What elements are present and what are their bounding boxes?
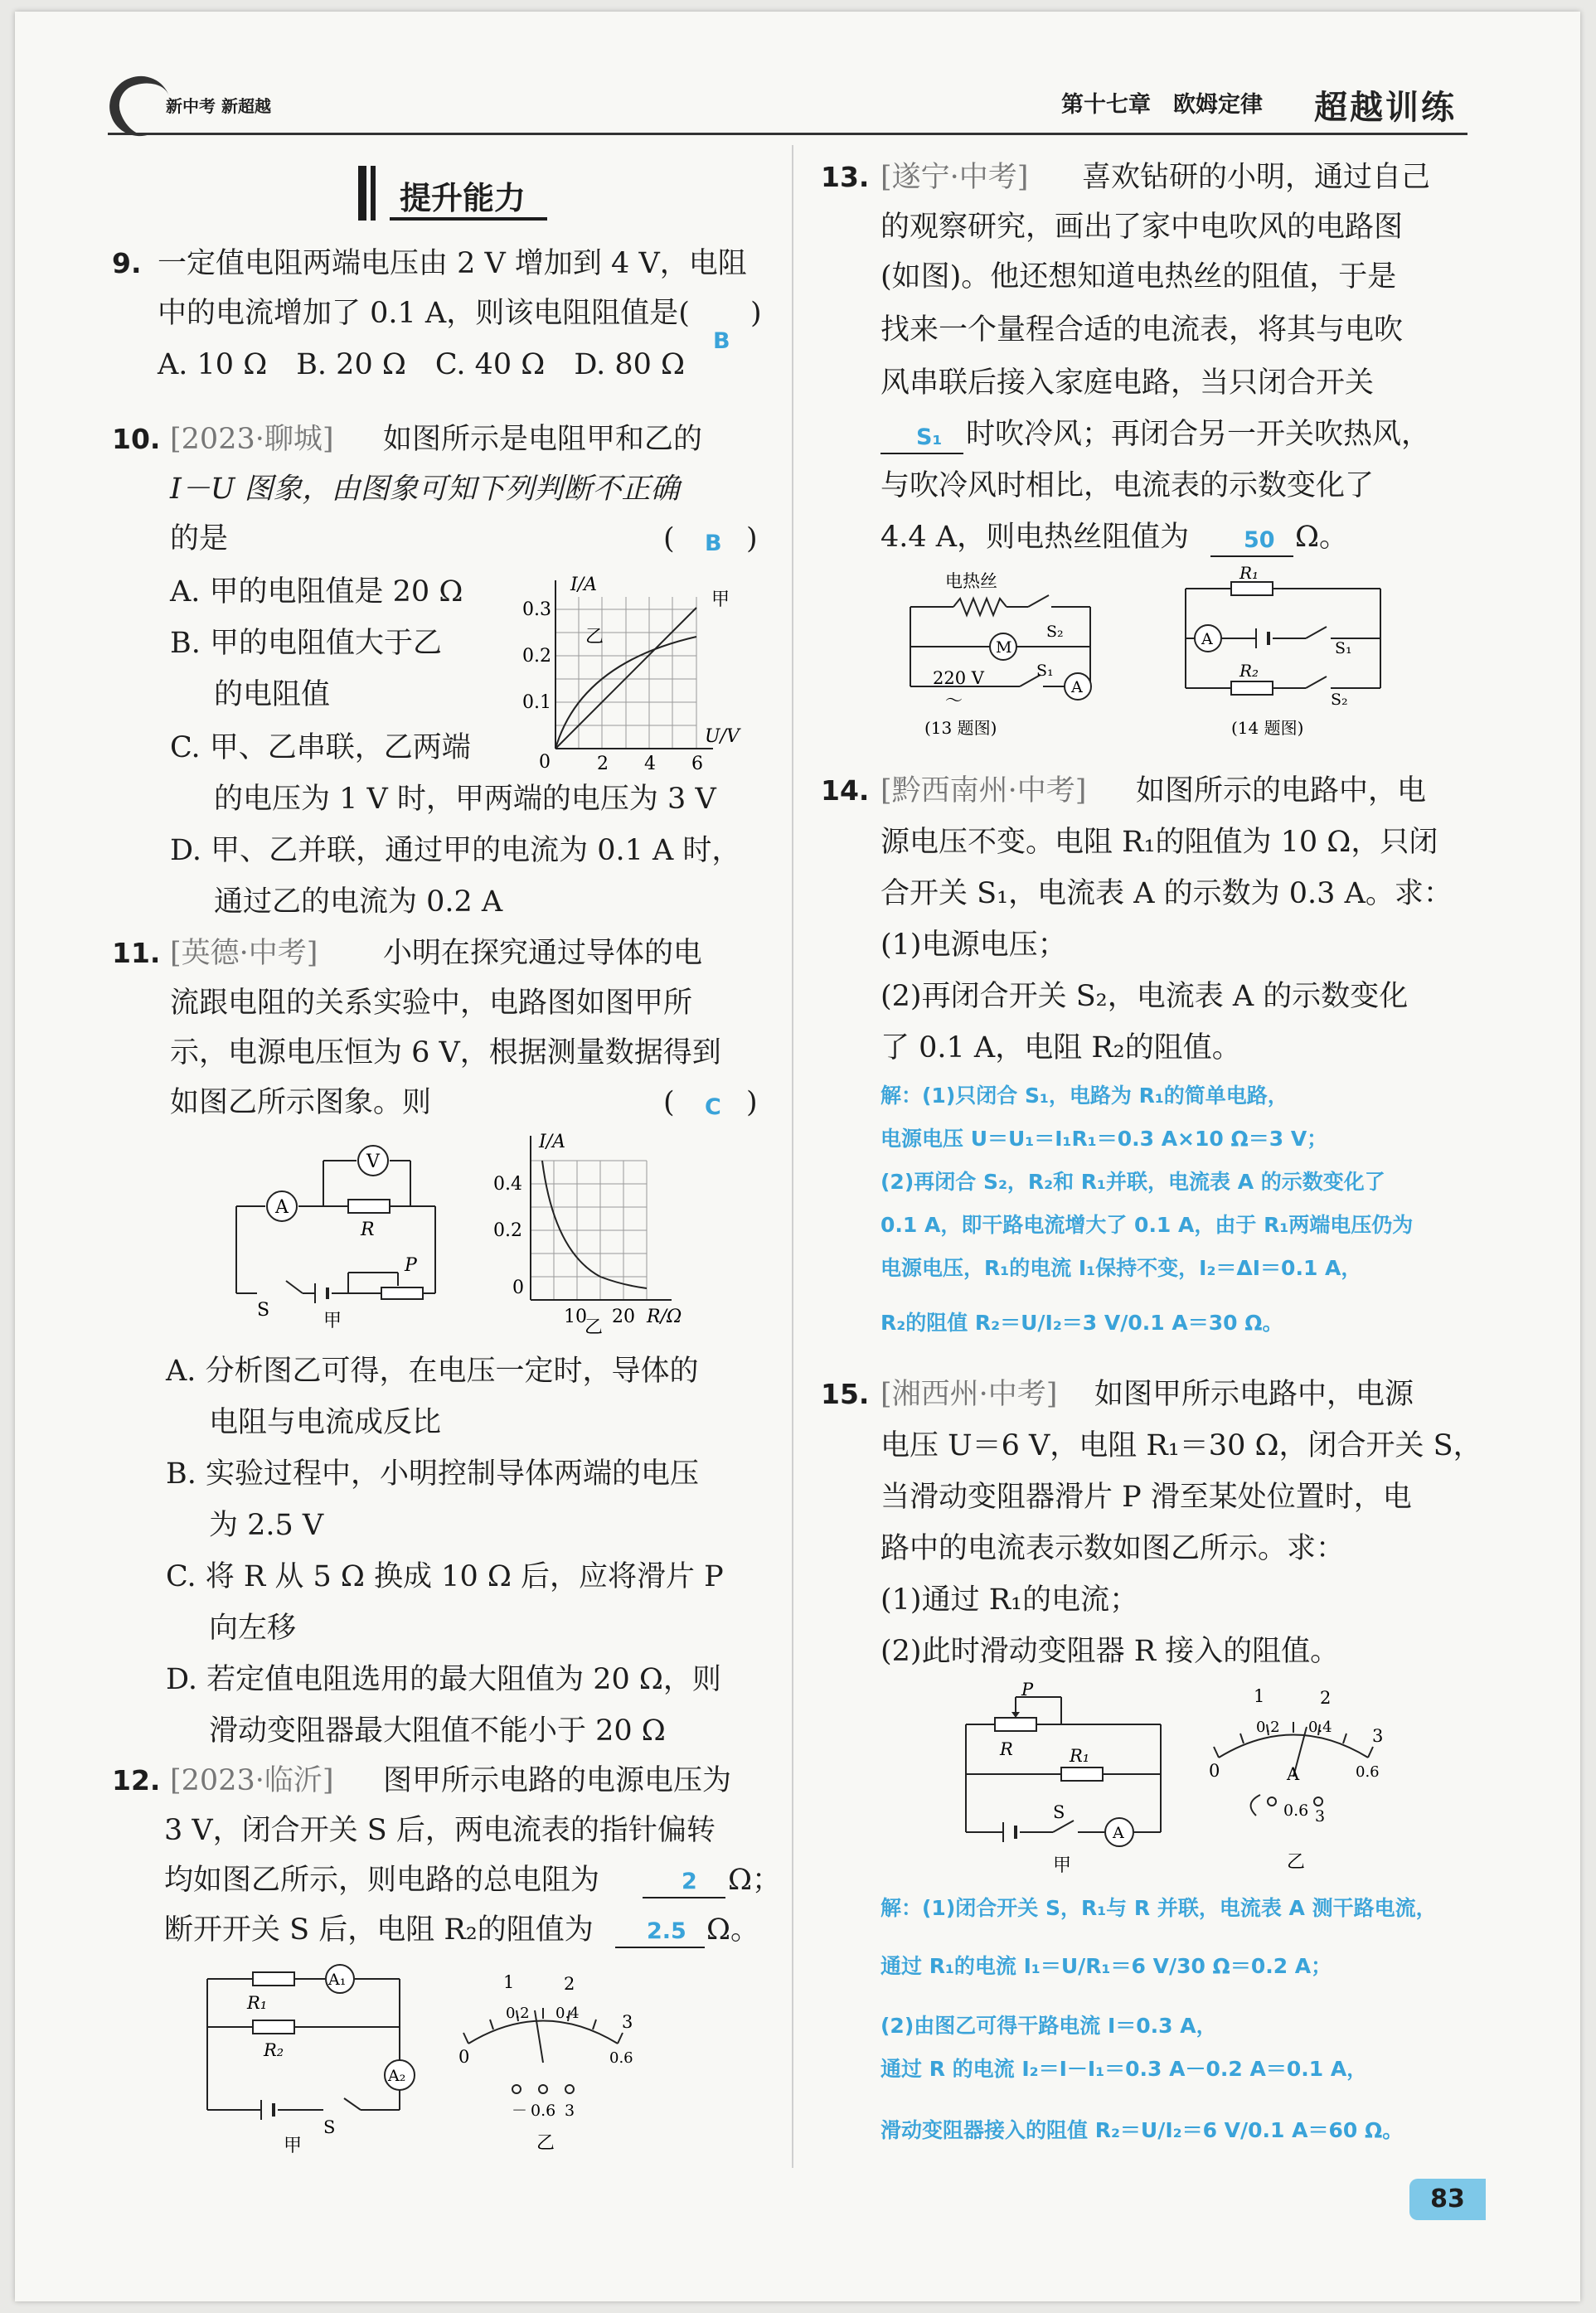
q15-slider-label: P [1021, 1680, 1034, 1700]
q11-switch-label: S [257, 1300, 270, 1321]
q11-line3: 示，电源电压恒为 6 V，根据测量数据得到 [170, 1036, 721, 1069]
q12-blank1 [643, 1897, 725, 1898]
q14-line2: 源电压不变。电阻 R₁的阻值为 10 Ω，只闭 [880, 826, 1438, 859]
q11-option-c1: C. 将 R 从 5 Ω 换成 10 Ω 后，应将滑片 P [166, 1560, 724, 1593]
q12-meter-s02: 0.2 [506, 2005, 530, 2022]
q10-answer: B [705, 531, 722, 556]
q15-meter-term-3: 3 [1315, 1807, 1326, 1826]
q11-option-b2: 为 2.5 V [209, 1509, 324, 1542]
q12-ammeter2-label: A₂ [388, 2067, 406, 2085]
chapter-title: 第十七章 欧姆定律 [1061, 92, 1263, 118]
q12-meter-term-neg: － [512, 2102, 528, 2120]
q11-rheostat-icon [381, 1287, 423, 1299]
q15-meter-s02: 0.2 [1256, 1719, 1280, 1736]
q10-label-jia: 甲 [711, 589, 730, 610]
q15-solution-line: 滑动变阻器接入的阻值 R₂＝U/I₂＝6 V/0.1 A＝60 Ω。 [880, 2118, 1404, 2142]
series-title: 超越训练 [1314, 89, 1457, 127]
q12-meter-t3: 3 [622, 2012, 633, 2032]
section-title: 提升能力 [400, 180, 526, 216]
q10-line3: 的是 [170, 522, 229, 555]
q15-meter-s06: 0.6 [1356, 1763, 1380, 1781]
q11-option-b1: B. 实验过程中，小明控制导体两端的电压 [166, 1457, 699, 1491]
q11-line2: 流跟电阻的关系实验中，电路图如图甲所 [170, 987, 693, 1020]
q12-line2: 3 V，闭合开关 S 后，两电流表的指针偏转 [164, 1814, 716, 1847]
q11-option-a2: 电阻与电流成反比 [209, 1406, 442, 1439]
q12-ammeter1-label: A₁ [328, 1971, 347, 1989]
fig13-heater-label: 电热丝 [945, 571, 997, 591]
q10-label-yi: 乙 [585, 627, 604, 647]
q10-option-c2: 的电压为 1 V 时，甲两端的电压为 3 V [214, 783, 716, 816]
q12-meter-caption: 乙 [536, 2133, 555, 2154]
q11-paren-close: ) [746, 1086, 758, 1119]
q13-line1: 喜欢钻研的小明，通过自己 [1082, 161, 1431, 194]
q10-option-b1: B. 甲的电阻值大于乙 [170, 627, 442, 660]
q11-circuit-caption: 甲 [323, 1311, 342, 1331]
q11-option-d2: 滑动变阻器最大阻值不能小于 20 Ω [209, 1714, 666, 1748]
q11-option-d1: D. 若定值电阻选用的最大阻值为 20 Ω，则 [166, 1663, 721, 1696]
q15-slider-icon [1011, 1712, 1020, 1718]
q14-line1: 如图所示的电路中，电 [1136, 774, 1427, 807]
q12-r1-label: R₁ [247, 1993, 268, 2013]
q9-line1: 一定值电阻两端电压由 2 V 增加到 4 V，电阻 [158, 247, 747, 280]
q12-line4a: 断开开关 S 后，电阻 R₂的阻值为 [164, 1913, 594, 1947]
q15-rheostat-icon [995, 1718, 1036, 1731]
q12-ammeter-dial [444, 1965, 643, 2155]
q10-ytick-0.3: 0.3 [522, 599, 551, 620]
q10-iu-graph [506, 572, 754, 779]
brand-text: 新中考 新超越 [166, 96, 271, 116]
q11-graph-caption: 乙 [585, 1317, 604, 1335]
q13-line7: 与吹冷风时相比，电流表的示数变化了 [880, 469, 1375, 502]
q11-source: [英德·中考] [170, 937, 318, 970]
q14-solution-line: 电源电压，R₁的电流 I₁保持不变，I₂＝ΔI＝0.1 A， [880, 1256, 1362, 1280]
q10-ylabel: I/A [570, 575, 597, 595]
q13-line5: 风串联后接入家庭电路，当只闭合开关 [880, 366, 1375, 400]
q15-meter-t2: 2 [1320, 1688, 1332, 1708]
q14-solution-line: 0.1 A，即干路电流增大了 0.1 A，由于 R₁两端电压仍为 [880, 1213, 1414, 1237]
q12-circuit [191, 1961, 439, 2160]
fig13-motor-label: M [996, 638, 1012, 657]
q10-xtick-2: 2 [597, 754, 609, 774]
q11-voltmeter-label: V [366, 1152, 380, 1172]
q15-meter-caption: 乙 [1287, 1852, 1306, 1873]
q12-line4b: Ω。 [706, 1913, 760, 1947]
q11-line1: 小明在探究通过导体的电 [383, 937, 703, 970]
q15-meter-t0: 0 [1209, 1761, 1220, 1781]
q11-ytick-0.2: 0.2 [493, 1220, 522, 1241]
q15-meter-t1: 1 [1254, 1686, 1265, 1706]
column-divider [792, 145, 793, 2168]
q12-answer2: 2.5 [647, 1918, 686, 1944]
q12-meter-t0: 0 [458, 2047, 470, 2067]
q13-source: [遂宁·中考] [880, 161, 1029, 194]
q12-meter-term-3: 3 [565, 2102, 575, 2120]
q15-solution-line: 通过 R 的电流 I₂＝I－I₁＝0.3 A－0.2 A＝0.1 A， [880, 2057, 1368, 2081]
q13-blank1 [880, 453, 963, 454]
q11-origin: 0 [512, 1278, 524, 1298]
q12-meter-s06: 0.6 [609, 2049, 633, 2067]
q15-number: 15. [821, 1378, 870, 1410]
q10-xtick-6: 6 [691, 754, 703, 774]
q15-solution-line: 解：(1)闭合开关 S，R₁与 R 并联，电流表 A 测干路电流， [880, 1896, 1437, 1920]
q15-ammeter-label: A [1113, 1824, 1124, 1842]
q15-solution-line: 通过 R₁的电流 I₁＝U/R₁＝6 V/30 Ω＝0.2 A； [880, 1954, 1332, 1978]
q10-number: 10. [112, 423, 161, 455]
q15-circuit [953, 1679, 1186, 1878]
page-number: 83 [1409, 2179, 1486, 2220]
q10-line2: I－U 图象，由图象可知下列判断不正确 [170, 473, 680, 506]
q11-ytick-0.4: 0.4 [493, 1174, 522, 1195]
q10-option-c1: C. 甲、乙串联，乙两端 [170, 731, 471, 764]
section-bar-icon [358, 166, 366, 221]
section-bar-icon-2 [371, 166, 376, 221]
fig13-ammeter-label: A [1071, 678, 1083, 696]
q15-r1-label: R₁ [1070, 1746, 1090, 1766]
fig14-ammeter-label: A [1201, 630, 1213, 648]
q12-r1-icon [253, 1972, 294, 1986]
q11-slider-label: P [405, 1255, 417, 1276]
q11-circuit [224, 1132, 464, 1331]
q14-solution-line: 解：(1)只闭合 S₁，电路为 R₁的简单电路， [880, 1084, 1288, 1108]
fig14-circuit [1169, 564, 1409, 746]
q12-circuit-caption: 甲 [284, 2136, 303, 2156]
q12-r2-label: R₂ [264, 2040, 284, 2060]
q13-number: 13. [821, 161, 870, 193]
q13-line8b: Ω。 [1295, 521, 1349, 554]
fig14-r1-label: R₁ [1239, 564, 1259, 583]
q15-solution-line: (2)由图乙可得干路电流 I＝0.3 A， [880, 2014, 1217, 2038]
q14-line6: 了 0.1 A，电阻 R₂的阻值。 [880, 1031, 1241, 1064]
q12-answer1: 2 [682, 1869, 697, 1894]
fig13-s2-label: S₂ [1046, 623, 1064, 641]
fig14-r2-icon [1231, 681, 1273, 695]
q11-option-c2: 向左移 [209, 1612, 297, 1645]
q15-rheostat-label: R [1000, 1739, 1013, 1759]
q12-r2-icon [253, 2020, 294, 2034]
q9-number: 9. [112, 247, 142, 279]
q10-xtick-4: 4 [644, 754, 656, 774]
fig13-voltage: 220 V [933, 668, 984, 688]
q12-line1: 图甲所示电路的电源电压为 [383, 1764, 732, 1797]
q9-answer: B [713, 328, 730, 354]
q11-line4: 如图乙所示图象。则 [170, 1086, 432, 1119]
q10-ytick-0.1: 0.1 [522, 692, 551, 713]
q14-number: 14. [821, 774, 870, 807]
q12-blank2 [615, 1947, 705, 1948]
q13-answer2: 50 [1244, 527, 1275, 553]
q9-line2: 中的电流增加了 0.1 A，则该电阻阻值是( [158, 297, 690, 330]
q15-line3: 当滑动变阻器滑片 P 滑至某处位置时，电 [880, 1481, 1412, 1514]
q15-line6: (2)此时滑动变阻器 R 接入的阻值。 [880, 1635, 1340, 1668]
q13-line8a: 4.4 A，则电热丝阻值为 [880, 521, 1190, 554]
q11-xtick-10: 10 [564, 1307, 587, 1327]
q9-options: A. 10 Ω B. 20 Ω C. 40 Ω D. 80 Ω [158, 348, 686, 381]
q11-resistor-icon [348, 1200, 390, 1213]
q11-resistor-label: R [361, 1220, 375, 1240]
fig13-caption: (13 题图) [924, 718, 997, 738]
q12-line3b: Ω； [728, 1864, 782, 1897]
q13-blank2 [1210, 555, 1293, 557]
q10-ytick-0.2: 0.2 [522, 646, 551, 667]
q12-switch-label: S [323, 2117, 336, 2137]
fig14-caption: (14 题图) [1231, 718, 1304, 738]
q15-meter-a: A [1287, 1764, 1300, 1784]
fig13-circuit [895, 564, 1128, 746]
q12-meter-t2: 2 [564, 1974, 575, 1994]
q10-line1: 如图所示是电阻甲和乙的 [383, 423, 703, 456]
q14-solution-line: 电源电压 U＝U₁＝I₁R₁＝0.3 A×10 Ω＝3 V； [880, 1127, 1328, 1151]
q12-source: [2023·临沂] [170, 1764, 334, 1797]
q13-line3: (如图)。他还想知道电热丝的阻值，于是 [880, 260, 1397, 293]
q11-number: 11. [112, 937, 161, 969]
q14-line5: (2)再闭合开关 S₂，电流表 A 的示数变化 [880, 980, 1409, 1013]
q15-circuit-caption: 甲 [1053, 1855, 1072, 1876]
q15-ammeter-dial [1194, 1679, 1393, 1878]
q10-option-d2: 通过乙的电流为 0.2 A [214, 885, 503, 919]
q12-meter-s04: 0.4 [555, 2005, 580, 2022]
q15-meter-term-mid: 0.6 [1283, 1801, 1309, 1820]
q13-line6: 时吹冷风；再闭合另一开关吹热风， [966, 418, 1431, 451]
fig13-ac: ～ [945, 691, 963, 710]
q11-answer: C [705, 1094, 721, 1120]
q12-meter-term-mid: 0.6 [531, 2102, 556, 2120]
q15-source: [湘西州·中考] [880, 1378, 1058, 1411]
q9-paren-close: ) [750, 297, 762, 330]
q12-number: 12. [112, 1764, 161, 1797]
q11-curve [542, 1161, 647, 1288]
q11-xtick-20: 20 [612, 1307, 635, 1327]
fig14-s1-label: S₁ [1335, 639, 1352, 657]
q15-meter-t3: 3 [1372, 1726, 1384, 1746]
q15-line5: (1)通过 R₁的电流； [880, 1583, 1139, 1617]
q10-xlabel: U/V [705, 726, 740, 747]
q10-option-a: A. 甲的电阻值是 20 Ω [170, 575, 463, 609]
header-rule [108, 133, 1467, 135]
q12-meter-t1: 1 [503, 1972, 515, 1992]
q11-ammeter-label: A [275, 1197, 289, 1218]
q15-r1-icon [1061, 1767, 1103, 1781]
q10-paren-close: ) [746, 522, 758, 555]
q15-line4: 路中的电流表示数如图乙所示。求： [880, 1532, 1346, 1565]
q10-paren-open: ( [663, 522, 675, 555]
q15-meter-s04: 0.4 [1308, 1719, 1332, 1736]
q14-line4: (1)电源电压； [880, 929, 1067, 962]
fig14-r1-icon [1231, 582, 1273, 595]
q11-paren-open: ( [663, 1086, 675, 1119]
q13-answer1: S₁ [916, 424, 943, 450]
q15-switch-label: S [1053, 1802, 1065, 1822]
q10-option-b2: 的电阻值 [214, 678, 331, 711]
q12-needle [535, 2010, 543, 2063]
q12-line3a: 均如图乙所示，则电路的总电阻为 [164, 1864, 600, 1897]
q10-grid [555, 597, 696, 749]
q11-ylabel: I/A [539, 1132, 565, 1152]
section-underline [390, 217, 547, 221]
q13-line4: 找来一个量程合适的电流表，将其与电吹 [880, 313, 1404, 347]
q10-origin: 0 [539, 752, 551, 773]
q10-option-d1: D. 甲、乙并联，通过甲的电流为 0.1 A 时， [170, 834, 741, 867]
fig14-s2-label: S₂ [1331, 691, 1348, 709]
q10-source: [2023·聊城] [170, 423, 334, 456]
q11-option-a1: A. 分析图乙可得，在电压一定时，导体的 [166, 1355, 699, 1388]
fig13-s1-label: S₁ [1036, 662, 1054, 680]
q14-line3: 合开关 S₁，电流表 A 的示数为 0.3 A。求： [880, 877, 1453, 910]
q14-solution-line: R₂的阻值 R₂＝U/I₂＝3 V/0.1 A＝30 Ω。 [880, 1311, 1283, 1335]
q11-ir-graph [481, 1127, 730, 1335]
q14-source: [黔西南州·中考] [880, 774, 1087, 807]
q15-line1: 如图甲所示电路中，电源 [1094, 1378, 1414, 1411]
q11-xlabel: R/Ω [647, 1307, 682, 1327]
q15-line2: 电压 U＝6 V，电阻 R₁＝30 Ω，闭合开关 S， [880, 1429, 1482, 1462]
q13-line2: 的观察研究，画出了家中电吹风的电路图 [880, 211, 1404, 244]
fig14-r2-label: R₂ [1239, 661, 1259, 681]
q14-solution-line: (2)再闭合 S₂，R₂和 R₁并联，电流表 A 的示数变化了 [880, 1170, 1385, 1194]
